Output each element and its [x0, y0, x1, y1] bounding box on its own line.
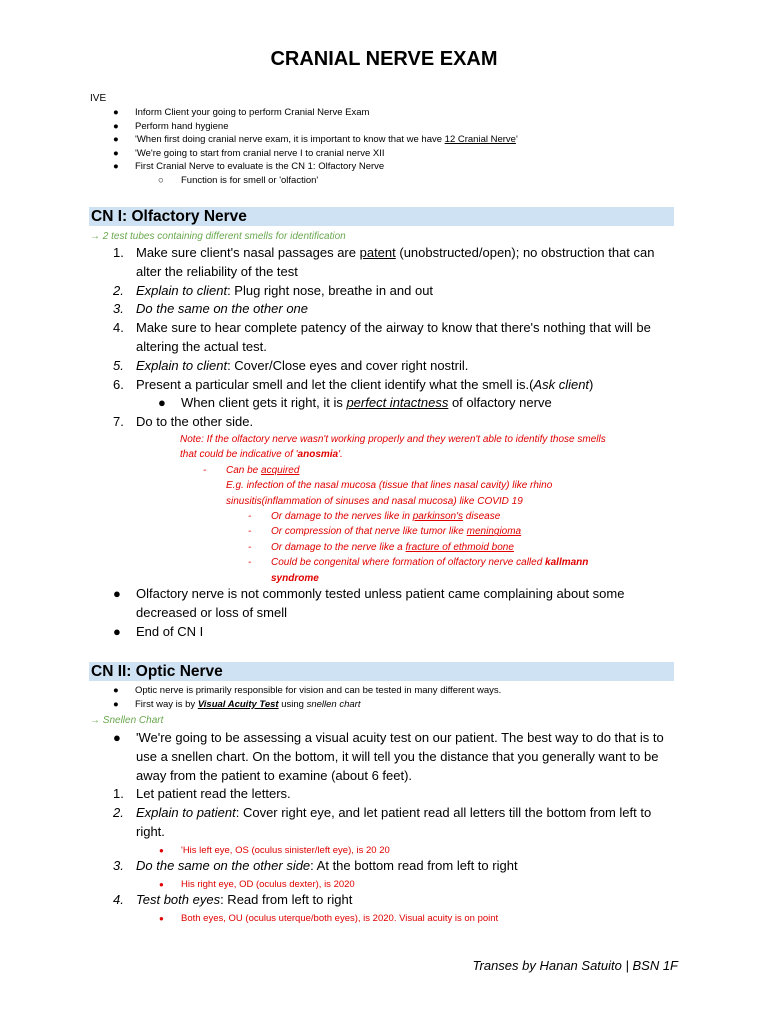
- list-item: 3. Do the same on the other one: [113, 301, 309, 317]
- list-item: ● Perform hand hygiene: [113, 120, 229, 132]
- list-item: 3. Do the same on the other side: At the bottom read from left to right: [113, 858, 518, 873]
- list-item: ● Both eyes, OU (oculus uterque/both eyes), is 2020. Visual acuity is on point: [0, 910, 498, 927]
- cn2-steps: [0, 729, 676, 842]
- bullet-icon: ●: [113, 107, 119, 118]
- cn1-note: → 2 test tubes containing different smells for identification: [90, 231, 346, 242]
- anosmia-note: Note: If the olfactory nerve wasn't working properly and they weren't able to identify those smells that could be indicative of 'anosmia'. - Can be acquired E.g. infection of the nasal mucosa (tissue that lines nasal cavity) like rhino sinusitis(inflammation of sinuses and nasal mucosa) like COVID 19 - Or damage to the nerves like in parkinson's disease - Or compression of that nerve like tumor like meningioma - Or damage to the nerve like a fracture of ethmoid bone - Could be congenital where formation of olfactory nerve called kallmann syndrome: [180, 434, 606, 584]
- bullet-icon: ●: [113, 730, 121, 745]
- bullet-icon: ●: [113, 623, 121, 639]
- list-item: 5. Explain to client: Cover/Close eyes and cover right nostril.: [113, 357, 469, 373]
- dash-bullet-icon: -: [203, 464, 207, 476]
- list-item: 1. Let patient read the letters.: [113, 786, 291, 802]
- page-footer: Transes by Hanan Satuito | BSN 1F: [472, 958, 678, 973]
- list-item: ● First Cranial Nerve to evaluate is the CN 1: Olfactory Nerve: [113, 161, 385, 173]
- bullet-icon: ●: [159, 880, 164, 889]
- cn2-result-3: [0, 910, 498, 927]
- section-heading-cn2: CN II: Optic Nerve: [89, 662, 674, 681]
- bullet-icon: ●: [159, 914, 164, 923]
- list-sub-item: ● When client gets it right, it is perfect intactness of olfactory nerve: [0, 394, 676, 413]
- section-heading-cn1: CN I: Olfactory Nerve: [89, 207, 674, 226]
- cn2-note: → Snellen Chart: [90, 715, 164, 726]
- list-item: ● End of CN I: [0, 623, 676, 642]
- cn1-steps: [0, 244, 676, 432]
- list-item: ● Olfactory nerve is not commonly tested unless patient came complaining about some decreased or loss of smell: [113, 586, 625, 620]
- list-item: ● 'We're going to start from cranial nerve I to cranial nerve XII: [113, 147, 385, 159]
- list-item: 2. Explain to patient: Cover right eye, and let patient read all letters till the bottom from left to right.: [113, 805, 652, 839]
- ive-label: IVE: [90, 93, 107, 104]
- dash-bullet-icon: -: [248, 526, 252, 538]
- list-item: ● 'When first doing cranial nerve exam, it is important to know that we have 12 Cranial Nerve': [113, 134, 518, 146]
- list-item: ● Optic nerve is primarily responsible for vision and can be tested in many different ways.: [113, 685, 502, 696]
- ive-list: [0, 106, 518, 188]
- list-item: 6. Present a particular smell and let the client identify what the smell is.(Ask client): [113, 376, 594, 392]
- bullet-icon: ●: [113, 698, 119, 710]
- bullet-icon: ●: [113, 147, 119, 159]
- list-item: ● First way is by Visual Acuity Test using snellen chart: [113, 698, 361, 710]
- list-item: 4. Test both eyes: Read from left to right: [113, 892, 353, 907]
- dash-bullet-icon: -: [248, 541, 252, 553]
- bullet-icon: ●: [113, 134, 119, 146]
- bullet-icon: ●: [159, 846, 164, 855]
- dash-bullet-icon: -: [248, 557, 252, 569]
- bullet-icon: ●: [113, 586, 121, 601]
- cn2-intro-list: [0, 684, 501, 711]
- list-sub-item: ○ Function is for smell or 'olfaction': [158, 174, 319, 186]
- cn2-step-4: [0, 891, 676, 910]
- page-title: CRANIAL NERVE EXAM: [270, 48, 498, 70]
- list-item: ● His right eye, OD (oculus dexter), is 2020: [0, 876, 355, 893]
- cn1-bullets: [0, 585, 676, 641]
- list-item: 2. Explain to client: Plug right nose, breathe in and out: [113, 282, 434, 298]
- bullet-icon: ●: [113, 120, 119, 132]
- list-item: ● 'His left eye, OS (oculus sinister/left eye), is 20 20: [0, 842, 390, 859]
- list-item: ● Inform Client your going to perform Cranial Nerve Exam: [113, 107, 370, 118]
- bullet-icon: ●: [113, 685, 119, 696]
- dash-bullet-icon: -: [248, 511, 252, 523]
- list-item: 4. Make sure to hear complete patency of the airway to know that there's nothing that will be altering the actual test.: [113, 320, 651, 354]
- bullet-icon: ●: [113, 161, 119, 173]
- list-item: 7. Do to the other side.: [113, 414, 254, 430]
- circle-bullet-icon: ○: [158, 174, 164, 186]
- cn2-step-3: [0, 857, 676, 876]
- bullet-icon: ●: [158, 395, 166, 411]
- list-item: ● 'We're going to be assessing a visual acuity test on our patient. The best way to do that is to use a snellen chart. On the bottom, it will tell you the distance that you generally want to be away from the patient to examine (about 6 feet).: [113, 730, 664, 783]
- list-item: 1. Make sure client's nasal passages are patent (unobstructed/open); no obstruction that can alter the reliability of the test: [113, 245, 655, 279]
